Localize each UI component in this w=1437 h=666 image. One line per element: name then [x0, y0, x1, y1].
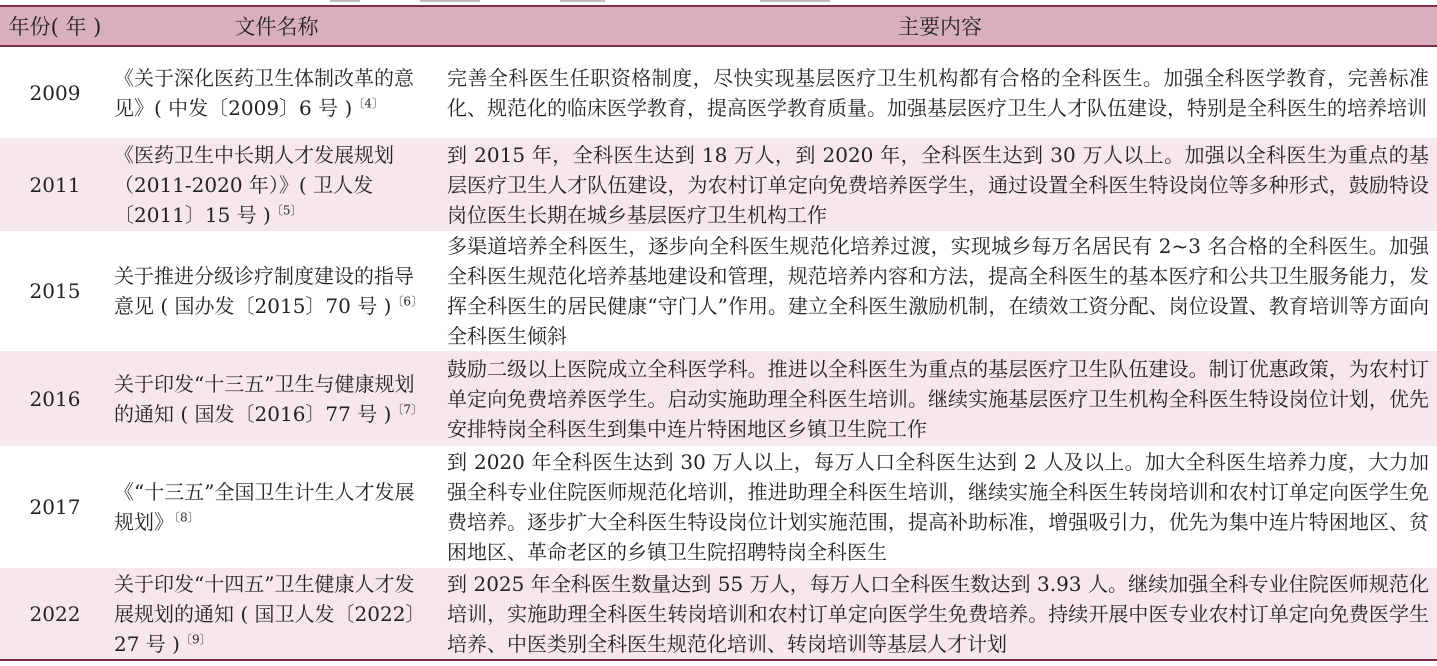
cropped-text-fragment: [330, 0, 360, 2]
file-name-text: 《关于深化医药卫生体制改革的意见》( 中发〔2009〕6 号 ): [114, 65, 414, 120]
header-file-name: 文件名称: [110, 6, 443, 46]
main-content-cell: 完善全科医生任职资格制度，尽快实现基层医疗卫生机构都有合格的全科医生。加强全科医学教育，完善标准化、规范化的临床医学教育，提高医学教育质量。加强基层医疗卫生人才队伍建设，特别是全科医生的培养培训: [447, 65, 1429, 120]
file-name-text: 关于印发“十三五”卫生与健康规划的通知 ( 国发〔2016〕77 号 ): [114, 371, 415, 426]
main-content-cell: 到 2020 年全科医生达到 30 万人以上，每万人口全科医生达到 2 人及以上。加大全科医生培养力度，大力加强全科专业住院医师规范化培训，推进助理全科医生培训，继续实施全科医生转岗培训和农村订单定向医学生免费培养。逐步扩大全科医生特设岗位计划实施范围，提高补助标准，增强吸引力，优先为集中连片特困地区、贫困地区、革命老区的乡镇卫生院招聘特岗全科医生: [447, 450, 1429, 564]
header-main-content: 主要内容: [443, 6, 1437, 46]
main-content-cell: 到 2025 年全科医生数量达到 55 万人，每万人口全科医生数达到 3.93 人。继续加强全科专业住院医师规范化培训，实施助理全科医生转岗培训和农村订单定向医学生免费培养。持续开展中医专业农村订单定向免费医学生培养、中医类别全科医生规范化培训、转岗培训等基层人才计划: [443, 568, 1437, 660]
year-cell: 2017: [29, 495, 81, 519]
file-name-cell: [110, 446, 443, 568]
reference-mark: 〔6〕: [391, 294, 424, 309]
file-name-cell: [110, 46, 443, 138]
file-name-cell: [110, 568, 443, 660]
reference-mark: 〔9〕: [179, 631, 212, 646]
file-name-cell: [110, 231, 443, 351]
cropped-text-fragment: [560, 0, 605, 2]
year-cell: 2015: [29, 279, 81, 303]
table-row: [0, 231, 1437, 351]
main-content-cell: 到 2015 年，全科医生达到 18 万人，到 2020 年，全科医生达到 30 万人以上。加强以全科医生为重点的基层医疗卫生人才队伍建设，为农村订单定向免费培养医学生，通过设置全科医生特设岗位等多种形式，鼓励特设岗位医生长期在城乡基层医疗卫生机构工作: [447, 142, 1429, 227]
year-cell: 2016: [29, 386, 81, 411]
reference-mark: 〔7〕: [391, 401, 424, 416]
cropped-text-fragment: [760, 0, 830, 2]
year-cell: 2011: [29, 172, 81, 197]
table-header: [0, 6, 1437, 46]
file-name-text: 《医药卫生中长期人才发展规划（2011-2020 年）》( 卫人发〔2011〕15 号 ): [114, 142, 394, 227]
header-year: 年份( 年 ): [0, 6, 110, 46]
table-row: [0, 568, 1437, 660]
file-name-text: 关于推进分级诊疗制度建设的指导意见 ( 国办发〔2015〕70 号 ): [114, 264, 414, 318]
file-name-text: 《“十三五”全国卫生计生人才发展规划》: [114, 480, 415, 534]
reference-mark: 〔5〕: [270, 202, 303, 217]
file-name-text: 关于印发“十四五”卫生健康人才发展规划的通知 ( 国卫人发〔2022〕27 号 ): [114, 571, 426, 656]
table-row: [0, 351, 1437, 446]
cropped-text-fragment: [420, 0, 480, 2]
year-cell: 2009: [29, 80, 81, 105]
main-content-cell: 多渠道培养全科医生，逐步向全科医生规范化培养过渡，实现城乡每万名居民有 2~3 名合格的全科医生。加强全科医生规范化培养基地建设和管理，规范培养内容和方法，提高全科医生的基本医疗和公共卫生服务能力，发挥全科医生的居民健康“守门人”作用。建立全科医生激励机制，在绩效工资分配、岗位设置、教育培训等方面向全科医生倾斜: [447, 234, 1429, 348]
file-name-cell: [110, 138, 443, 231]
file-name-cell: [110, 351, 443, 446]
table-row: [0, 46, 1437, 138]
table-row: [0, 446, 1437, 568]
cropped-caption-line: [0, 0, 1437, 4]
year-cell: 2022: [0, 568, 110, 660]
reference-mark: 〔4〕: [352, 95, 384, 110]
header-row: [0, 6, 1437, 46]
table-body: [0, 46, 1437, 660]
reference-mark: 〔8〕: [174, 510, 200, 525]
main-content-cell: 鼓励二级以上医院成立全科医学科。推进以全科医生为重点的基层医疗卫生队伍建设。制订优惠政策，为农村订单定向免费培养医学生。启动实施助理全科医生培训。继续实施基层医疗卫生机构全科医生特设岗位计划，优先安排特岗全科医生到集中连片特困地区乡镇卫生院工作: [447, 356, 1429, 441]
policy-table: [0, 5, 1437, 661]
table-row: [0, 138, 1437, 231]
